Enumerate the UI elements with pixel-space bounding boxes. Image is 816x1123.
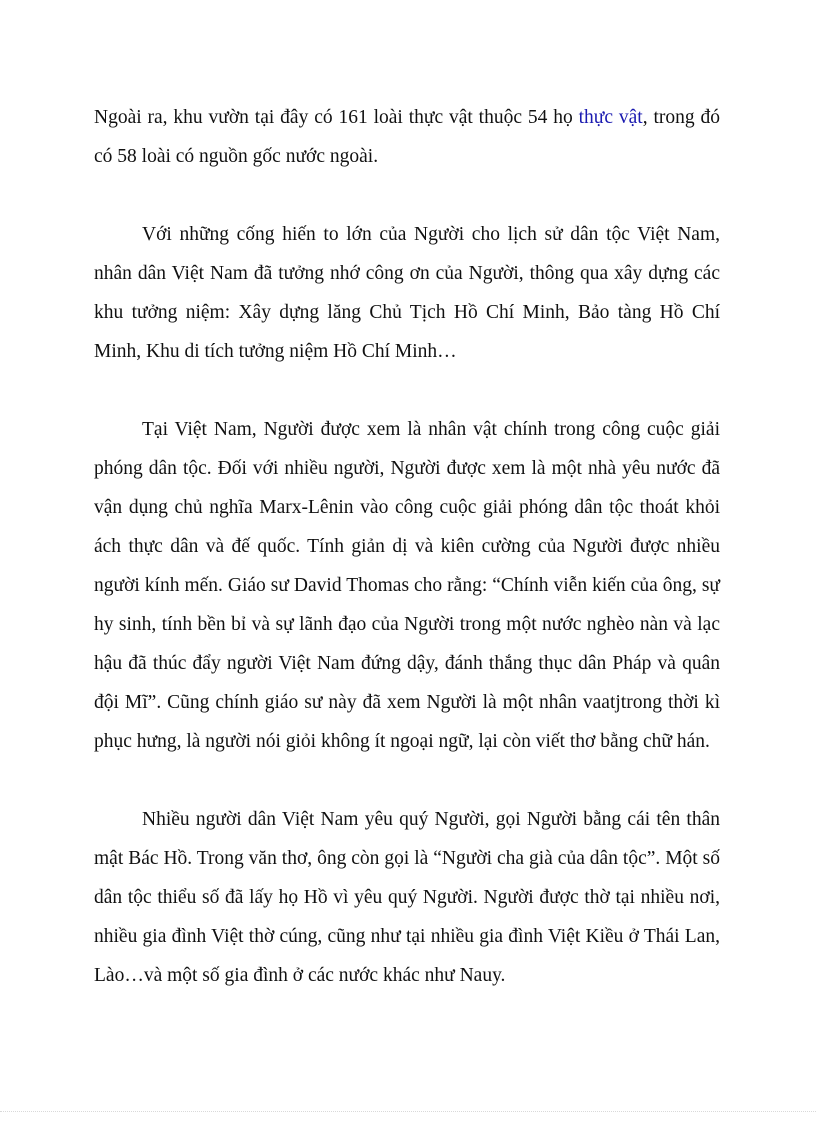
paragraph-uncle-ho: Nhiều người dân Việt Nam yêu quý Người, gọi Người bằng cái tên thân mật Bác Hồ. Trong văn thơ, ông còn gọi là “Người cha già của dân tộc”. Một số dân tộc thiểu số đã lấy họ Hồ vì yêu quý Người. Người được thờ tại nhiều nơi, nhiều gia đình Việt thờ cúng, cũng như tại nhiều gia đình Việt Kiều ở Thái Lan, Lào…và một số gia đình ở các nước khác như Nauy. (94, 809, 720, 986)
paragraph-gap (94, 371, 720, 410)
link-thuc-vat[interactable]: thực vật (578, 107, 643, 128)
page-bottom-border (0, 1111, 816, 1112)
paragraph-memorials: Với những cống hiến to lớn của Người cho lịch sử dân tộc Việt Nam, nhân dân Việt Nam đã tưởng nhớ công ơn của Người, thông qua xây dựng các khu tưởng niệm: Xây dựng lăng Chủ Tịch Hồ Chí Minh, Bảo tàng Hồ Chí Minh, Khu di tích tưởng niệm Hồ Chí Minh… (94, 224, 720, 362)
paragraph-gap (94, 176, 720, 215)
paragraph-plants-text-start: Ngoài ra, khu vườn tại đây có 161 loài thực vật thuộc 54 họ (94, 107, 579, 128)
paragraph-national-hero: Tại Việt Nam, Người được xem là nhân vật chính trong công cuộc giải phóng dân tộc. Đối với nhiều người, Người được xem là một nhà yêu nước đã vận dụng chủ nghĩa Marx-Lênin vào công cuộc giải phóng dân tộc thoát khỏi ách thực dân và đế quốc. Tính giản dị và kiên cường của Người được nhiều người kính mến. Giáo sư David Thomas cho rằng: “Chính viễn kiến của ông, sự hy sinh, tính bền bỉ và sự lãnh đạo của Người trong một nước nghèo nàn và lạc hậu đã thúc đẩy người Việt Nam đứng dậy, đánh thắng thục dân Pháp và quân đội Mĩ”. Cũng chính giáo sư này đã xem Người là một nhân vaatjtrong thời kì phục hưng, là người nói giỏi không ít ngoại ngữ, lại còn viết thơ bằng chữ hán. (94, 419, 720, 752)
document-body (94, 98, 720, 995)
paragraph-plants-text-end: , trong đó có 58 loài có nguồn gốc nước ngoài. (94, 107, 721, 167)
paragraph-gap (94, 761, 720, 800)
paragraph-plants (94, 98, 720, 176)
